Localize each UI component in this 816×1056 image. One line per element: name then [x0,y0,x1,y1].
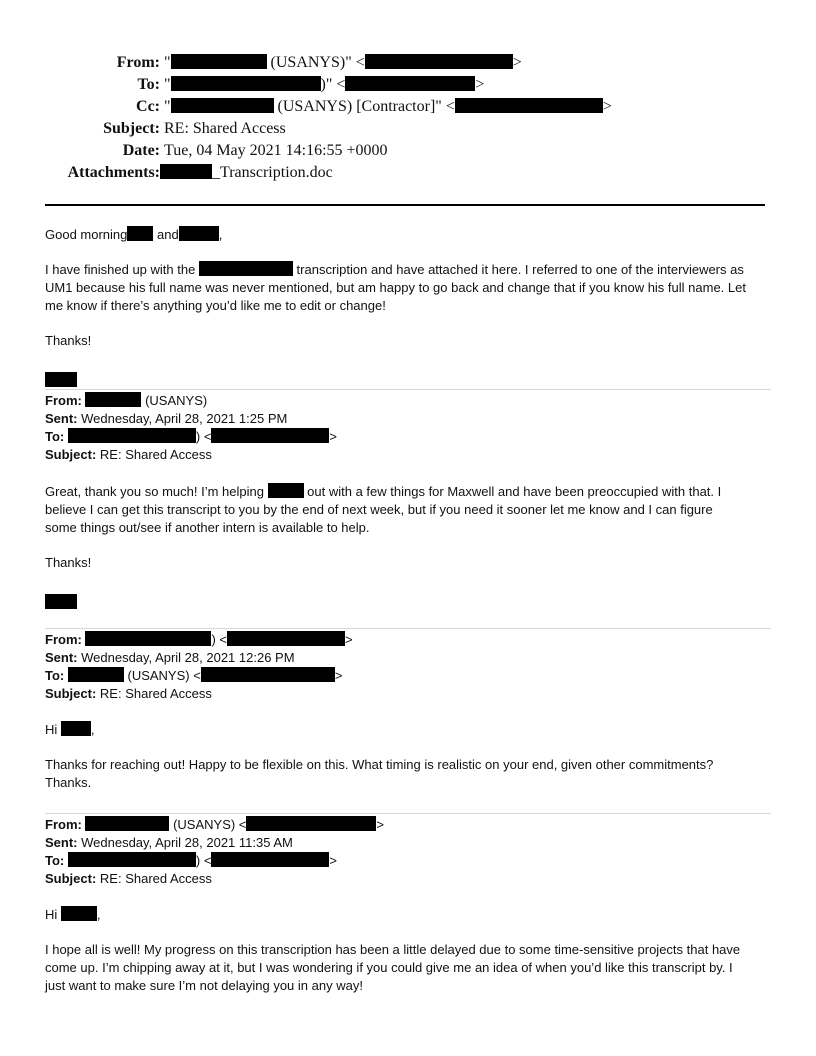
redaction-block [201,667,335,682]
header-date-row [0,140,816,162]
subject-value: RE: Shared Access [164,120,286,137]
header-subject-row [0,118,816,140]
message-4-header: From: (USANYS) < > Sent: Wednesday, April 28, 2021 11:35 AM To: ) < > Subject: RE: Shared Access [45,817,384,886]
header-divider [45,204,765,206]
redaction-block [246,816,376,831]
to-label: To: [137,76,160,93]
message-4-body [45,906,773,995]
redaction-block [179,226,219,241]
signature-redaction [45,594,77,609]
redaction-block [171,98,274,113]
date-label: Date: [122,142,160,159]
from-label: From: [116,54,160,71]
redaction-block [227,631,345,646]
redaction-block [85,392,141,407]
signature-redaction [45,372,77,387]
redaction-block [171,54,267,69]
redaction-block [68,667,124,682]
email-header [0,52,816,184]
message-separator [45,628,771,629]
redaction-block [160,164,212,179]
greeting: Hi , [45,722,95,737]
sign-off: Thanks! [45,333,92,348]
header-cc-row: Cc: " (USANYS) [Contractor]" < > [0,96,816,118]
header-from-row: From: " (USANYS)" < > [0,52,816,74]
sign-off: Thanks! [45,555,92,570]
header-to-row: To: " )" < > [0,74,816,96]
redaction-block [171,76,321,91]
message-2-header: From: (USANYS) Sent: Wednesday, April 28, 2021 1:25 PM To: ) < > Subject: RE: Shared Access [45,393,338,462]
redaction-block [68,852,196,867]
redaction-block [61,721,91,736]
redaction-block [211,852,329,867]
redaction-block [455,98,603,113]
paragraph: Thanks for reaching out! Happy to be flexible on this. What timing is realistic on your end, given other commitments? Thanks. [45,757,714,790]
redaction-block [61,906,97,921]
cc-label: Cc: [136,98,160,115]
message-separator [45,813,771,814]
subject-label: Subject: [103,120,160,137]
date-value: Tue, 04 May 2021 14:16:55 +0000 [164,142,388,159]
redaction-block [199,261,293,276]
redaction-block [68,428,196,443]
message-2-body [45,483,773,572]
attachment-link[interactable]: _Transcription.doc [160,162,333,184]
redaction-block [268,483,304,498]
redaction-block [365,54,513,69]
greeting: Good morning and , [45,227,223,242]
message-1-body [45,226,773,350]
message-separator [45,389,771,390]
attachments-label: Attachments: [67,164,160,181]
redaction-block [211,428,329,443]
paragraph: I have finished up with the transcription and have attached it here. I referred to one of the interviewers as UM1 because his full name was never mentioned, but am happy to go back and change that if you know his full name. Let me know if there’s anything you’d like me to edit or change! [45,262,746,313]
redaction-block [127,226,153,241]
paragraph: I hope all is well! My progress on this transcription has been a little delayed due to some time-sensitive projects that have come up. I’m chipping away at it, but I was wondering if you could give me an idea of when you’d like this transcript by. I just want to make sure I’m not delaying you in any way! [45,942,741,993]
redaction-block [85,816,169,831]
greeting: Hi , [45,907,101,922]
header-attachments-row [0,162,816,184]
redaction-block [345,76,475,91]
message-3-header: From: ) < > Sent: Wednesday, April 28, 2021 12:26 PM To: (USANYS) < > Subject: RE: Shared Access [45,632,353,701]
redaction-block [85,631,211,646]
message-3-body [45,721,773,792]
paragraph: Great, thank you so much! I’m helping out with a few things for Maxwell and have been preoccupied with that. I believe I can get this transcript to you by the end of next week, but if you need it sooner let me know and I can figure some things out/see if another intern is available to help. [45,484,722,535]
